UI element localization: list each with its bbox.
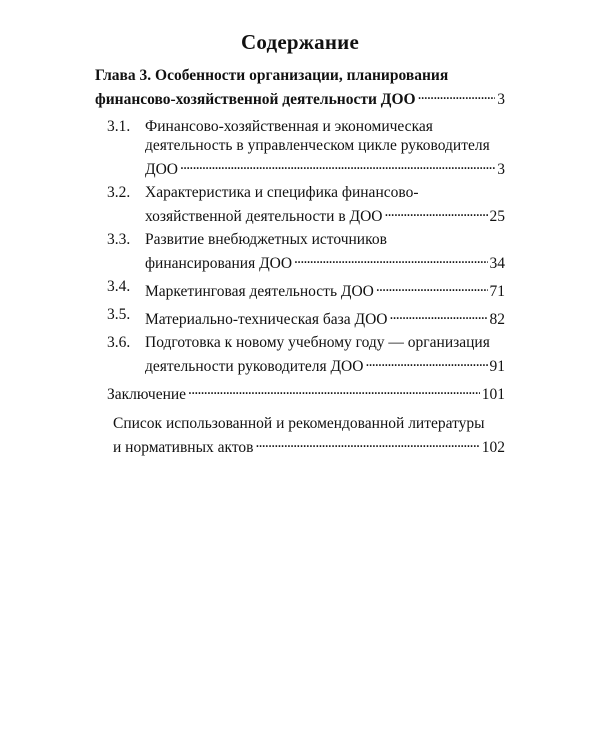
toc-section-entry-3-5[interactable] [95, 305, 505, 329]
section-page-number: 34 [489, 255, 505, 272]
section-title-last-line: Маркетинговая деятельность ДОО [145, 283, 374, 300]
toc-section-entry-3-3[interactable] [95, 230, 505, 273]
section-title-last-line: финансирования ДОО [145, 255, 293, 272]
dot-leader [188, 380, 480, 399]
section-number: 3.5. [107, 306, 131, 323]
section-number: 3.6. [107, 334, 131, 351]
section-number: 3.2. [107, 184, 131, 201]
toc-section-entry-3-2[interactable] [95, 183, 505, 226]
bibliography-page-number: 102 [481, 439, 505, 456]
dot-leader [365, 352, 487, 371]
page-title: Содержание [241, 30, 359, 54]
chapter-page-number: 3 [497, 91, 505, 108]
dot-leader [376, 277, 488, 296]
toc-section-entry-3-6[interactable] [95, 333, 505, 376]
dot-leader [255, 433, 479, 452]
dot-leader [418, 85, 496, 104]
toc-bibliography-entry[interactable] [95, 414, 505, 457]
section-number: 3.3. [107, 231, 131, 248]
section-page-number: 82 [489, 311, 505, 328]
section-title-line: Подготовка к новому учебному году — организация [145, 334, 490, 351]
table-of-contents [95, 66, 505, 457]
chapter-title-last-line [95, 85, 505, 109]
dot-leader [390, 305, 488, 324]
section-page-number: 25 [489, 208, 505, 225]
section-title-line: Развитие внебюджетных источников [145, 231, 387, 248]
dot-leader [180, 155, 495, 174]
chapter-title-line-1: Глава 3. Особенности организации, планирования [95, 67, 449, 84]
section-page-number: 71 [489, 283, 505, 300]
toc-section-entry-3-1[interactable] [95, 117, 505, 179]
section-title-last-line: ДОО [145, 161, 178, 178]
section-title-last-line: хозяйственной деятельности в ДОО [145, 208, 383, 225]
section-title-line: Характеристика и специфика финансово- [145, 184, 419, 201]
dot-leader [294, 249, 487, 268]
section-title-last-line: Материально-техническая база ДОО [145, 311, 388, 328]
dot-leader [385, 202, 488, 221]
toc-chapter-entry[interactable] [95, 66, 505, 109]
bibliography-title-line-1: Список использованной и рекомендованной литературы [113, 415, 485, 432]
chapter-title-line-2: финансово-хозяйственной деятельности ДОО [95, 91, 416, 108]
section-title-line: Финансово-хозяйственная и экономическая [145, 118, 433, 135]
conclusion-label: Заключение [107, 386, 187, 403]
section-number: 3.4. [107, 278, 131, 295]
toc-conclusion-entry[interactable] [95, 380, 505, 404]
bibliography-title-line-2: и нормативных актов [113, 439, 254, 456]
conclusion-page-number: 101 [481, 386, 505, 403]
section-page-number: 3 [497, 161, 505, 178]
section-number: 3.1. [107, 118, 131, 135]
section-title-line: деятельность в управленческом цикле руководителя [145, 137, 490, 154]
section-title-last-line: деятельности руководителя ДОО [145, 358, 364, 375]
section-page-number: 91 [489, 358, 505, 375]
toc-section-entry-3-4[interactable] [95, 277, 505, 301]
